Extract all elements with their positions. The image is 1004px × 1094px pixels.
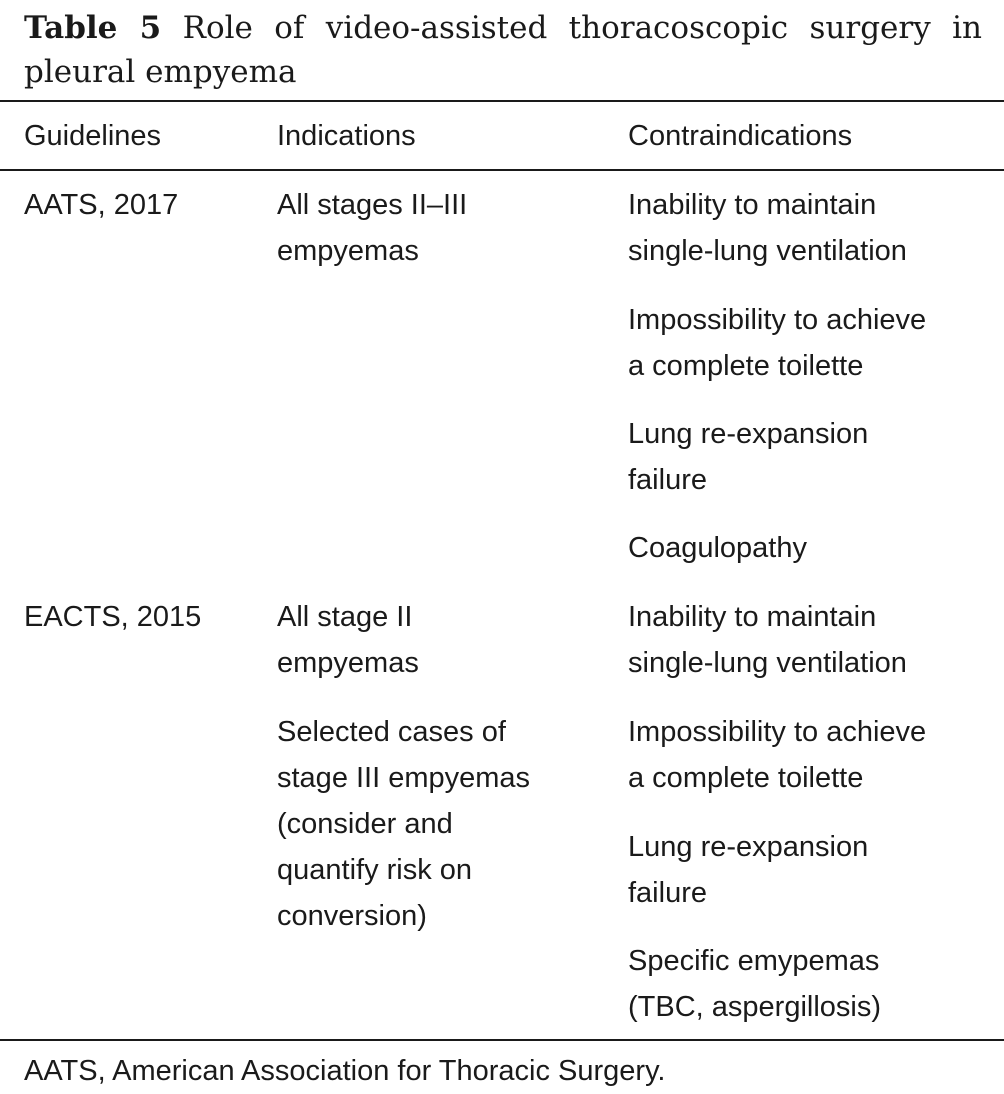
table-caption-label: Table 5 bbox=[24, 10, 162, 46]
contraindication-line: failure bbox=[628, 464, 707, 496]
indication-line: Selected cases of bbox=[277, 716, 506, 748]
contraindication-line: Lung re-expansion bbox=[628, 831, 869, 863]
indication-line: conversion) bbox=[277, 900, 427, 932]
contraindication-line: a complete toilette bbox=[628, 762, 864, 794]
indication-cell bbox=[277, 182, 467, 274]
indication-line: All stage II bbox=[277, 601, 413, 633]
indication-line: empyemas bbox=[277, 235, 419, 267]
contraindication-line: Lung re-expansion bbox=[628, 418, 869, 450]
table-bottom-rule bbox=[0, 1039, 1004, 1041]
contraindication-cell bbox=[628, 824, 868, 916]
table-caption-text: Role of video-assisted thoracoscopic surgery in pleural empyema bbox=[24, 10, 982, 90]
contraindication-line: Inability to maintain bbox=[628, 601, 877, 633]
contraindication-line: single-lung ventilation bbox=[628, 647, 907, 679]
header-indications: Indications bbox=[277, 120, 416, 152]
indication-line: empyemas bbox=[277, 647, 419, 679]
indication-cell bbox=[277, 594, 419, 686]
table-caption bbox=[24, 6, 982, 94]
guideline-cell: EACTS, 2015 bbox=[24, 601, 202, 633]
contraindication-line: failure bbox=[628, 877, 707, 909]
contraindication-cell bbox=[628, 594, 907, 686]
header-contraindications: Contraindications bbox=[628, 120, 853, 152]
contraindication-line: Coagulopathy bbox=[628, 532, 807, 564]
contraindication-cell bbox=[628, 938, 881, 1030]
contraindication-cell bbox=[628, 525, 807, 571]
table-header-rule bbox=[0, 169, 1004, 171]
table-top-rule bbox=[0, 100, 1004, 102]
indication-line: All stages II–III bbox=[277, 189, 468, 221]
contraindication-line: (TBC, aspergillosis) bbox=[628, 991, 881, 1023]
contraindication-line: a complete toilette bbox=[628, 350, 864, 382]
table-footnote: AATS, American Association for Thoracic Surgery. bbox=[24, 1055, 666, 1087]
contraindication-cell bbox=[628, 297, 926, 389]
contraindication-cell bbox=[628, 411, 868, 503]
indication-line: (consider and bbox=[277, 808, 453, 840]
contraindication-cell bbox=[628, 182, 907, 274]
indication-cell bbox=[277, 709, 530, 939]
contraindication-line: single-lung ventilation bbox=[628, 235, 907, 267]
indication-line: quantify risk on bbox=[277, 854, 473, 886]
guideline-cell: AATS, 2017 bbox=[24, 189, 179, 221]
contraindication-line: Impossibility to achieve bbox=[628, 716, 927, 748]
indication-line: stage III empyemas bbox=[277, 762, 531, 794]
contraindication-line: Impossibility to achieve bbox=[628, 304, 927, 336]
contraindication-line: Inability to maintain bbox=[628, 189, 877, 221]
contraindication-cell bbox=[628, 709, 926, 801]
header-guidelines: Guidelines bbox=[24, 120, 162, 152]
contraindication-line: Specific emypemas bbox=[628, 945, 880, 977]
